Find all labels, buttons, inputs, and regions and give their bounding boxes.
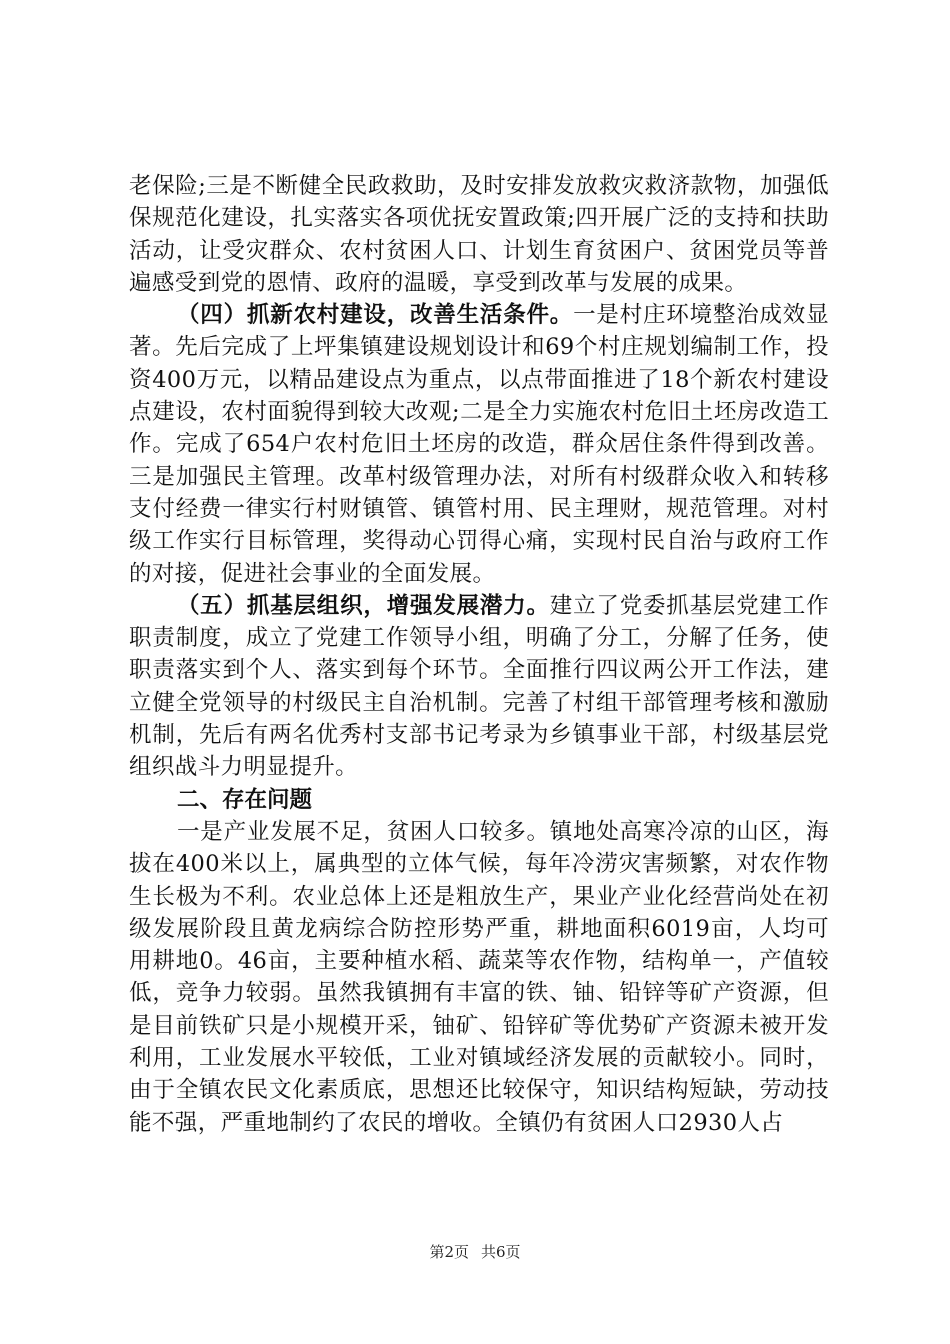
page-footer [0,1242,950,1262]
section-4-heading: （四）抓新农村建设，改善生活条件。 [177,302,574,329]
paragraph-problem-1: 一是产业发展不足，贫困人口较多。镇地处高寒冷凉的山区，海拔在400米以上，属典型的立体气候，每年冷涝灾害频繁，对农作物生长极为不利。农业总体上还是粗放生产，果业产业化经营尚处在初级发展阶段且黄龙病综合防控形势严重，耕地面积6019亩，人均可用耕地0。46亩，主要种植水稻、蔬菜等农作物，结构单一，产值较低，竞争力较弱。虽然我镇拥有丰富的铁、铀、铅锌等矿产资源，但是目前铁矿只是小规模开采，铀矿、铅锌矿等优势矿产资源未被开发利用，工业发展水平较低，工业对镇域经济发展的贡献较小。同时，由于全镇农民文化素质底，思想还比较保守，知识结构短缺，劳动技能不强，严重地制约了农民的增收。全镇仍有贫困人口2930人占 [129,818,829,1136]
page-total: 共6页 [481,1243,521,1261]
section-5-text: 建立了党委抓基层党建工作职责制度，成立了党建工作领导小组，明确了分工，分解了任务，使职责落实到个人、落实到每个环节。全面推行四议两公开工作法，建立健全党领导的村级民主自治机制。完善了村组干部管理考核和激励机制，先后有两名优秀村支部书记考录为乡镇事业干部，村级基层党组织战斗力明显提升。 [129,592,829,781]
paragraph-section-4 [129,299,829,590]
paragraph-continuation: 老保险;三是不断健全民政救助，及时安排发放救灾救济款物，加强低保规范化建设，扎实落实各项优抚安置政策;四开展广泛的支持和扶助活动，让受灾群众、农村贫困人口、计划生育贫困户、贫困党员等普遍感受到党的恩情、政府的温暖，享受到改革与发展的成果。 [129,173,829,296]
paragraph-section-5 [129,590,829,784]
document-body [129,170,829,1139]
section-5-heading: （五）抓基层组织，增强发展潜力。 [177,592,550,619]
section-4-text: 一是村庄环境整治成效显著。先后完成了上坪集镇建设规划设计和69个村庄规划编制工作，投资400万元，以精品建设点为重点，以点带面推进了18个新农村建设点建设，农村面貌得到较大改观;二是全力实施农村危旧土坯房改造工作。完成了654户农村危旧土坯房的改造，群众居住条件得到改善。三是加强民主管理。改革村级管理办法，对所有村级群众收入和转移支付经费一律实行村财镇管、镇管村用、民主理财，规范管理。对村级工作实行目标管理，奖得动心罚得心痛，实现村民自治与政府工作的对接，促进社会事业的全面发展。 [129,302,829,587]
page-number: 第2页 [429,1243,469,1261]
heading-existing-problems: 二、存在问题 [177,786,313,813]
